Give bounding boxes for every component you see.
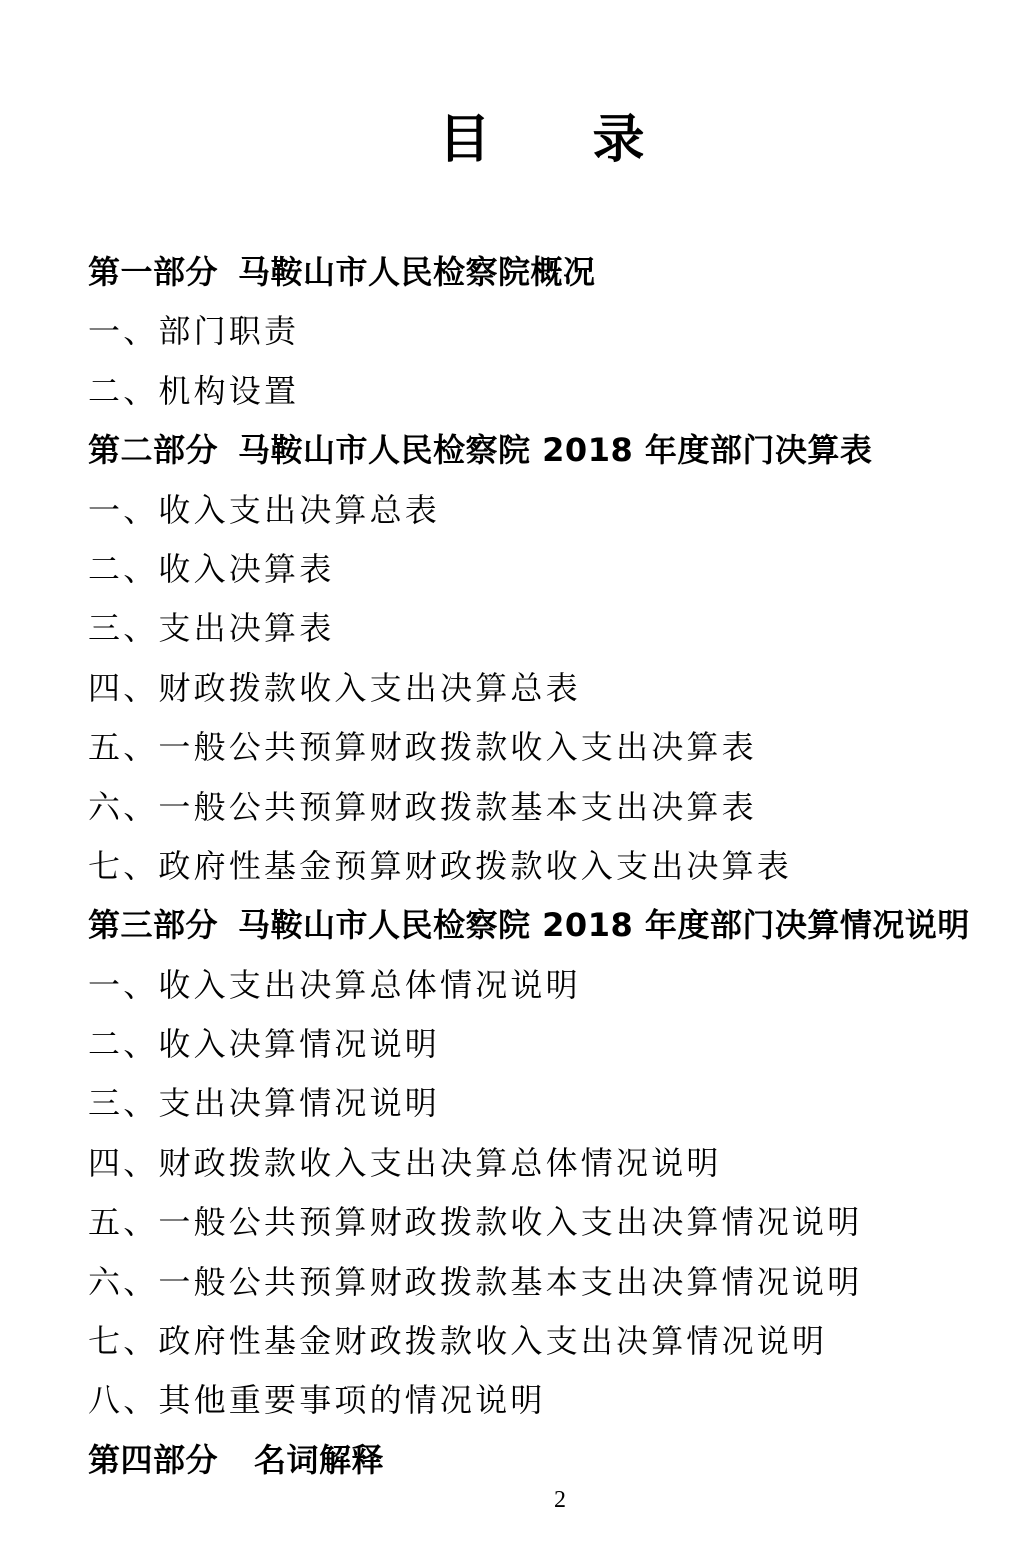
toc-item: 六、一般公共预算财政拨款基本支出决算表 xyxy=(88,787,757,826)
toc-item: 三、支出决算情况说明 xyxy=(88,1084,441,1123)
part-2-label: 第二部分 xyxy=(88,431,219,470)
toc-item: 二、收入决算表 xyxy=(88,549,335,588)
toc-item: 六、一般公共预算财政拨款基本支出决算情况说明 xyxy=(88,1262,863,1301)
toc-item: 七、政府性基金预算财政拨款收入支出决算表 xyxy=(88,846,793,885)
toc-item: 一、收入支出决算总表 xyxy=(88,490,441,529)
toc-item: 五、一般公共预算财政拨款收入支出决算表 xyxy=(88,728,757,767)
toc-part-3 xyxy=(88,896,1018,955)
part-2-heading: 马鞍山市人民检察院 2018 年度部门决算表 xyxy=(238,431,873,470)
part-4-heading: 名词解释 xyxy=(254,1440,385,1479)
part-3-label: 第三部分 xyxy=(88,906,219,945)
toc-part-1 xyxy=(88,243,1018,302)
table-of-contents xyxy=(88,243,1018,1490)
toc-item: 五、一般公共预算财政拨款收入支出决算情况说明 xyxy=(88,1203,863,1242)
part-1-label: 第一部分 xyxy=(88,253,219,291)
toc-item: 八、其他重要事项的情况说明 xyxy=(88,1381,546,1420)
toc-item: 一、收入支出决算总体情况说明 xyxy=(88,965,581,1004)
part-1-heading: 马鞍山市人民检察院概况 xyxy=(238,253,596,291)
toc-item: 四、财政拨款收入支出决算总体情况说明 xyxy=(88,1143,722,1182)
toc-item: 四、财政拨款收入支出决算总表 xyxy=(88,668,581,707)
page-number: 2 xyxy=(554,1487,566,1513)
toc-item: 二、收入决算情况说明 xyxy=(88,1025,441,1064)
toc-item: 二、机构设置 xyxy=(88,371,300,410)
toc-item: 七、政府性基金财政拨款收入支出决算情况说明 xyxy=(88,1322,828,1361)
part-3-heading: 马鞍山市人民检察院 2018 年度部门决算情况说明 xyxy=(238,906,970,945)
toc-item: 一、部门职责 xyxy=(88,312,300,351)
page-title: 目 录 xyxy=(438,110,687,170)
part-4-label: 第四部分 xyxy=(88,1440,219,1479)
toc-part-2 xyxy=(88,421,1018,480)
toc-item: 三、支出决算表 xyxy=(88,609,335,648)
